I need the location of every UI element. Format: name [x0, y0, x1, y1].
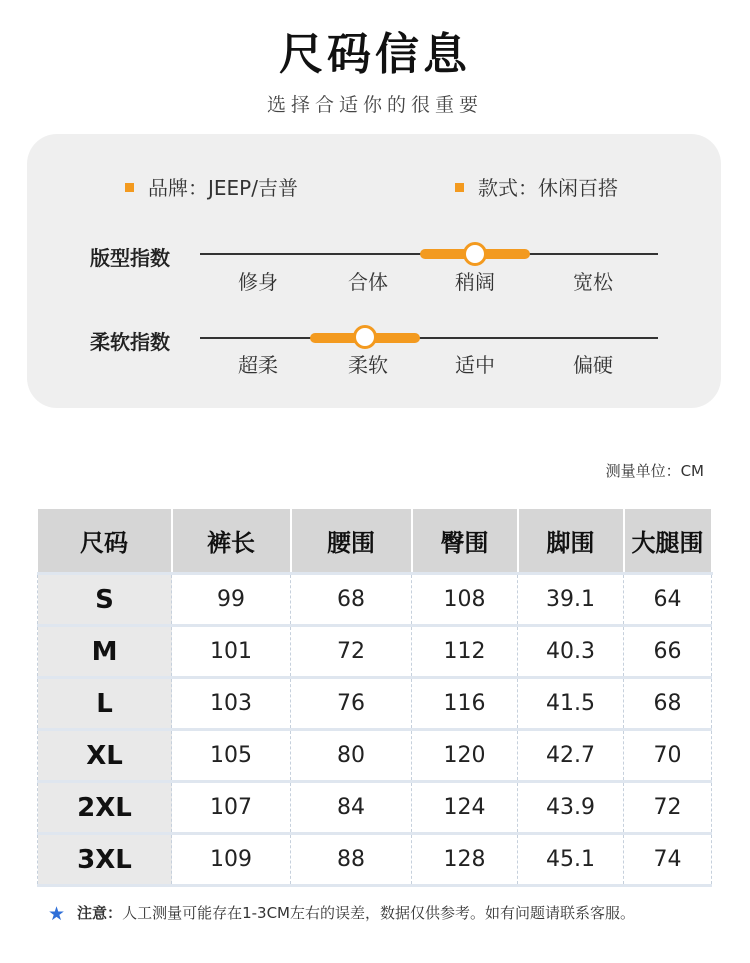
table-cell: 72: [291, 626, 412, 678]
size-cell: S: [38, 574, 172, 626]
softness-index-knob: [353, 325, 377, 349]
star-icon: ★: [48, 902, 66, 925]
table-cell: 42.7: [518, 730, 624, 782]
size-cell: XL: [38, 730, 172, 782]
softness-option-selected: 柔软: [348, 353, 388, 377]
brand-info: [125, 172, 298, 201]
style-info: [455, 172, 618, 201]
softness-index-label: 柔软指数: [90, 330, 170, 354]
table-header: 脚围: [518, 509, 624, 574]
fit-index-label: 版型指数: [90, 246, 170, 270]
table-cell: 112: [412, 626, 518, 678]
table-row: [38, 626, 712, 678]
table-cell: 107: [172, 782, 291, 834]
table-cell: 39.1: [518, 574, 624, 626]
table-cell: 120: [412, 730, 518, 782]
fit-option-selected: 稍阔: [455, 270, 495, 294]
table-row: [38, 834, 712, 886]
size-cell: 2XL: [38, 782, 172, 834]
table-row: [38, 574, 712, 626]
table-cell: 45.1: [518, 834, 624, 886]
softness-option: 超柔: [238, 353, 278, 377]
table-cell: 105: [172, 730, 291, 782]
brand-text: 品牌：JEEP/吉普: [148, 176, 298, 200]
table-cell: 109: [172, 834, 291, 886]
measurement-unit: 测量单位：CM: [605, 462, 704, 480]
fit-option: 合体: [348, 270, 388, 294]
size-cell: 3XL: [38, 834, 172, 886]
note-prefix: 注意：: [77, 904, 123, 922]
table-row: [38, 730, 712, 782]
table-cell: 72: [624, 782, 712, 834]
table-cell: 116: [412, 678, 518, 730]
table-header: 裤长: [172, 509, 291, 574]
softness-index-track: [200, 337, 658, 339]
page-title: 尺码信息: [279, 29, 471, 80]
bullet-icon: [125, 183, 134, 192]
style-text: 款式：休闲百搭: [478, 176, 618, 200]
table-cell: 76: [291, 678, 412, 730]
table-header-row: [38, 509, 712, 574]
table-cell: 64: [624, 574, 712, 626]
table-row: [38, 678, 712, 730]
table-cell: 74: [624, 834, 712, 886]
table-header: 腰围: [291, 509, 412, 574]
table-cell: 103: [172, 678, 291, 730]
softness-option: 偏硬: [573, 353, 613, 377]
table-cell: 128: [412, 834, 518, 886]
table-row: [38, 782, 712, 834]
softness-option: 适中: [455, 353, 495, 377]
fit-option: 宽松: [573, 270, 613, 294]
fit-index-knob: [463, 242, 487, 266]
page-subtitle: 选择合适你的很重要: [266, 94, 483, 116]
table-cell: 41.5: [518, 678, 624, 730]
table-cell: 108: [412, 574, 518, 626]
table-cell: 43.9: [518, 782, 624, 834]
table-cell: 101: [172, 626, 291, 678]
table-header: 臀围: [412, 509, 518, 574]
table-cell: 84: [291, 782, 412, 834]
table-cell: 99: [172, 574, 291, 626]
size-cell: L: [38, 678, 172, 730]
table-cell: 40.3: [518, 626, 624, 678]
table-header: 尺码: [38, 509, 172, 574]
table-cell: 88: [291, 834, 412, 886]
size-table: [37, 509, 713, 887]
fit-option: 修身: [238, 270, 278, 294]
disclaimer-note: [48, 902, 635, 925]
table-cell: 68: [624, 678, 712, 730]
size-cell: M: [38, 626, 172, 678]
bullet-icon: [455, 183, 464, 192]
table-cell: 66: [624, 626, 712, 678]
table-cell: 70: [624, 730, 712, 782]
note-text: 人工测量可能存在1-3CM左右的误差，数据仅供参考。如有问题请联系客服。: [122, 904, 635, 922]
table-cell: 80: [291, 730, 412, 782]
table-cell: 124: [412, 782, 518, 834]
table-cell: 68: [291, 574, 412, 626]
table-header: 大腿围: [624, 509, 712, 574]
